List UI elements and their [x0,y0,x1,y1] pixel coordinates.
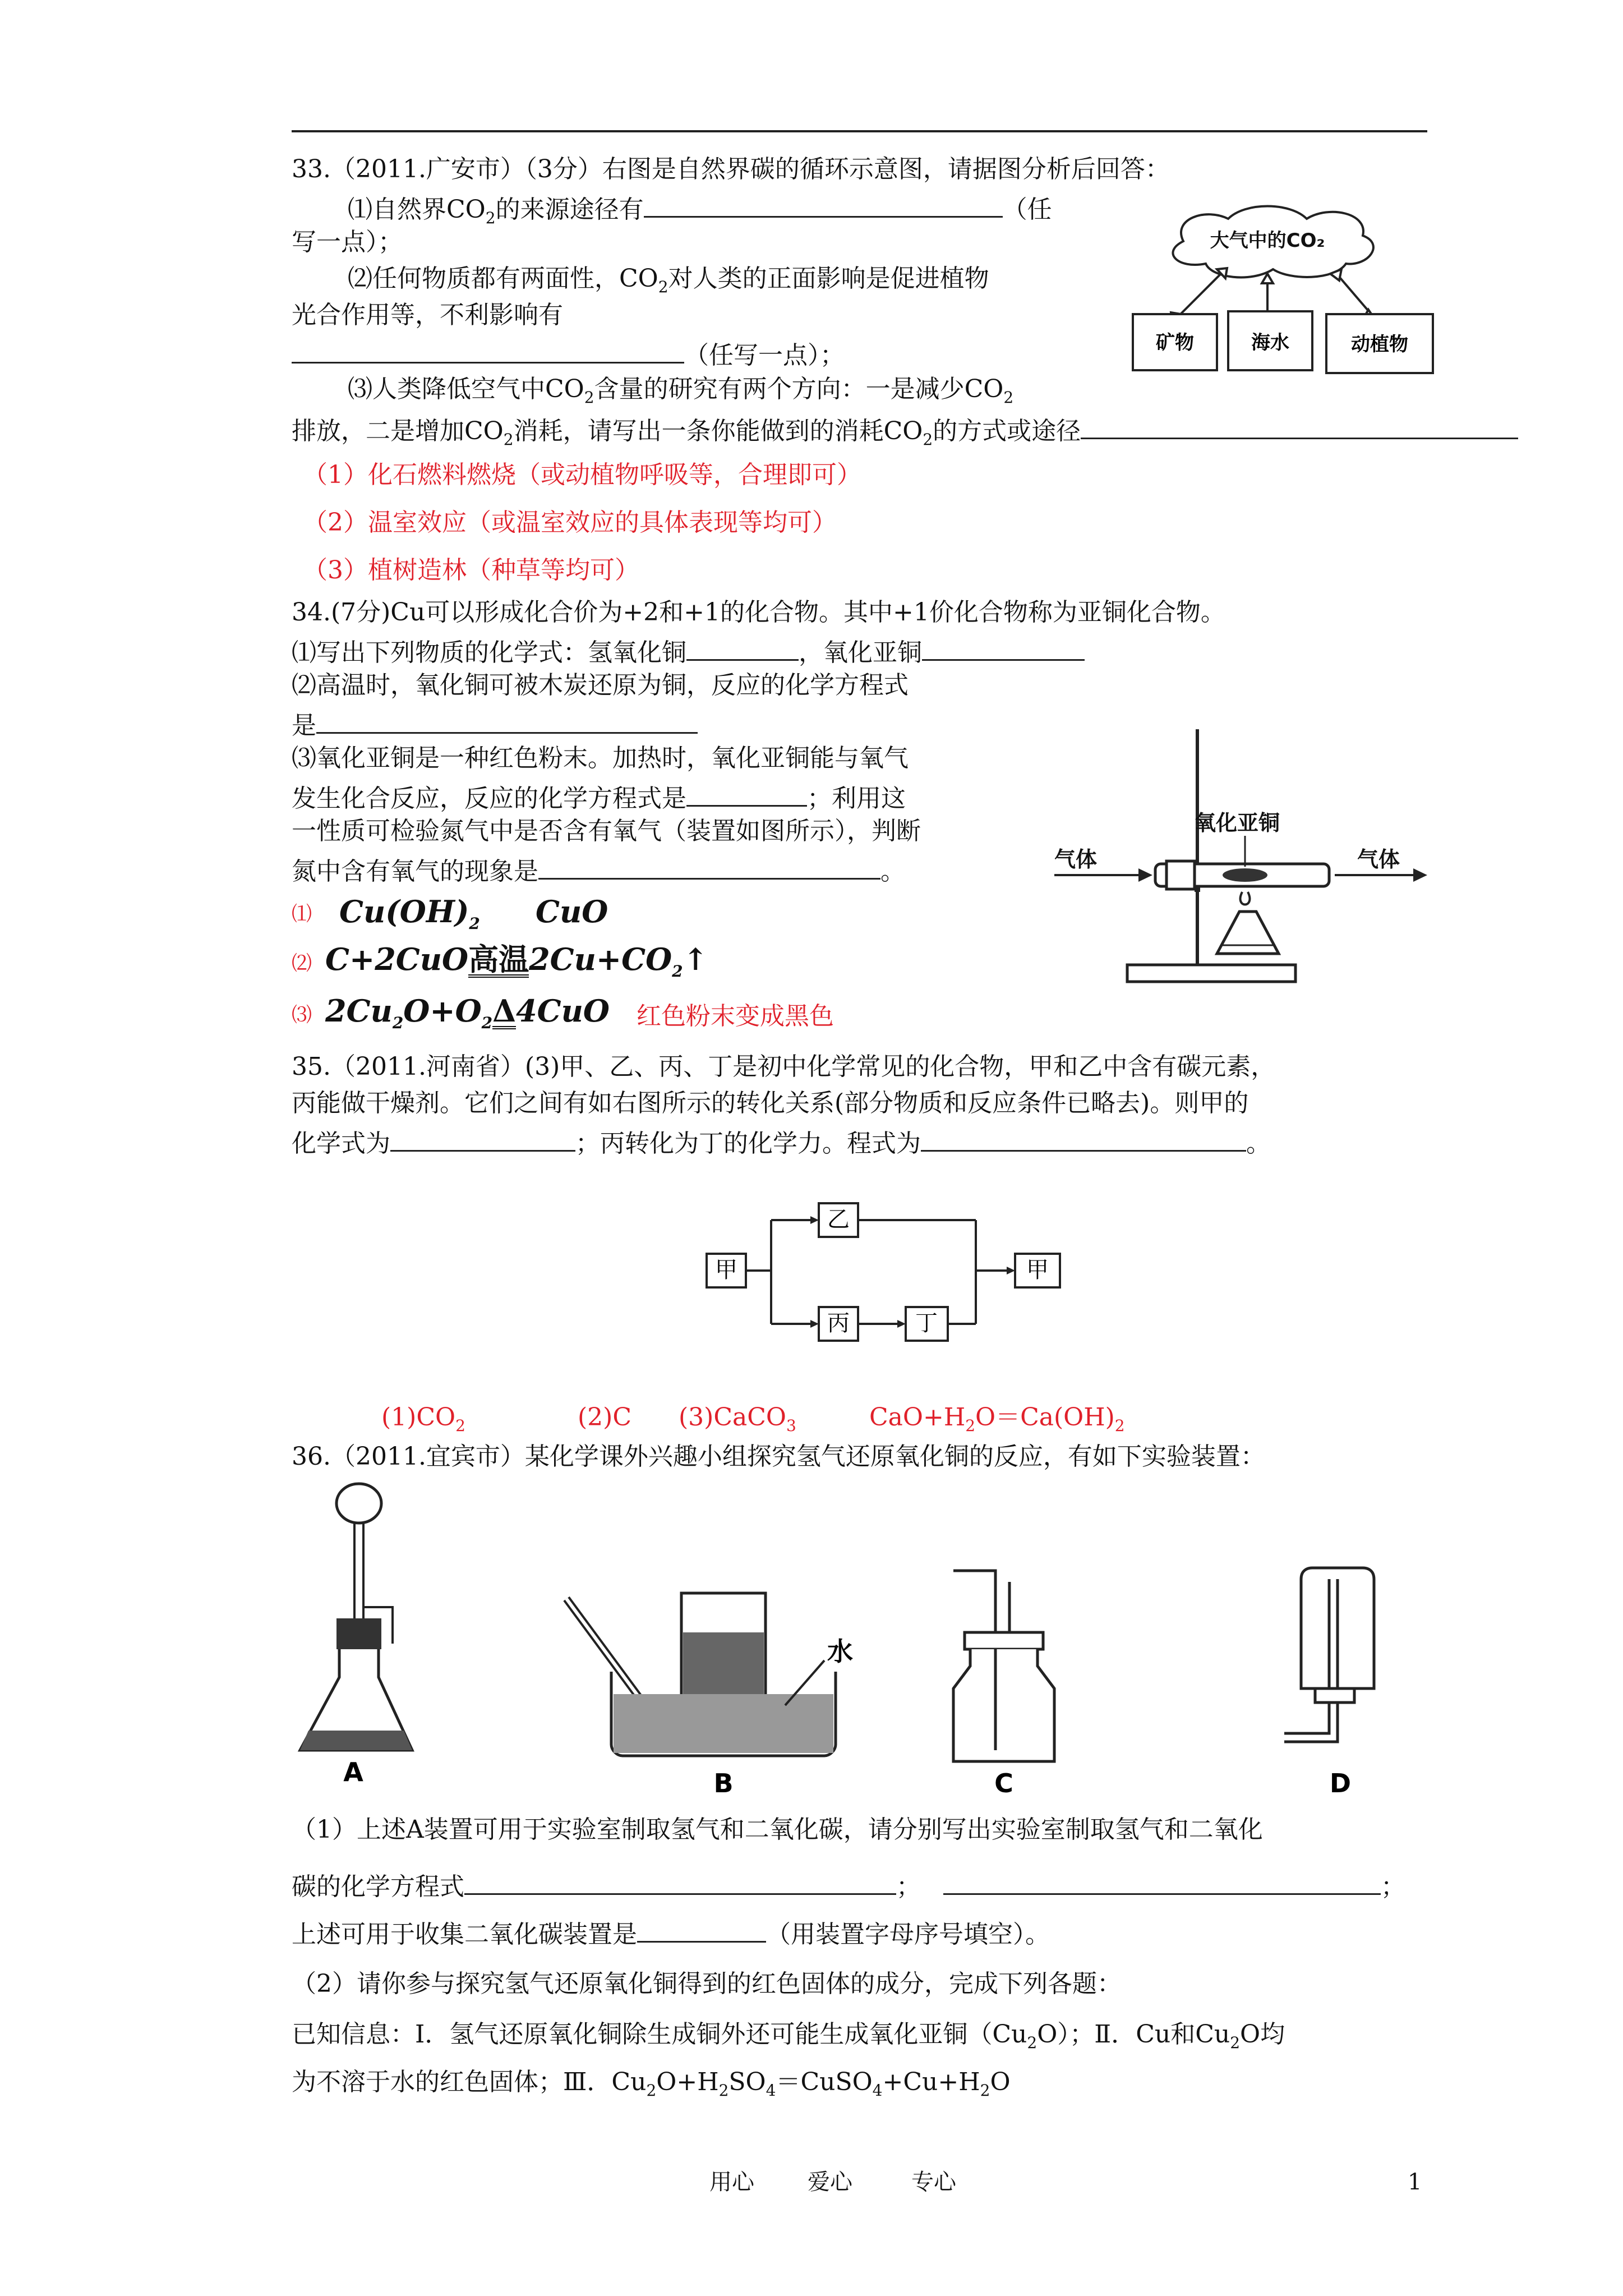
arrow-right [1330,269,1374,320]
q35-answer-3: (3)CaCO$_3$ [679,1403,796,1435]
label-d: D [1329,1768,1352,1798]
footer-text-1: 用心 [709,2169,754,2195]
q34-ans3-observation: 红色粉末变成黑色 [637,1002,834,1030]
q33-line2-blank: （任写一点）； [292,339,845,368]
box-jia-end-label: 甲 [1026,1257,1049,1283]
q35-answer-4: $CaO+H_2O=Ca(OH)_2$ [869,1403,1125,1435]
q34-line2: ⑵高温时，氧化铜可被木炭还原为铜，反应的化学方程式 [292,671,909,700]
q36-title: 36.（2011.宜宾市）某化学课外兴趣小组探究氢气还原氧化铜的反应，有如下实验装置： [292,1442,1265,1471]
label-a: A [343,1757,363,1787]
q35-answer-1: $(1)CO_2$ [381,1403,465,1435]
box-mineral-label: 矿物 [1156,332,1194,354]
box-bing-label: 丙 [827,1310,850,1336]
cloud-label: 大气中的CO₂ [1210,229,1325,252]
label-b: B [713,1768,734,1798]
reduction-apparatus-figure [1054,724,1436,993]
gas-out-label: 气体 [1357,847,1400,872]
q34-line3-d: 氮中含有氧气的现象是 。 [292,855,905,884]
fig-label: 氧化亚铜 [1195,811,1280,835]
box-jia-start-label: 甲 [715,1257,737,1283]
q33-answer-2: （2）温室效应（或温室效应的具体表现等均可） [303,508,837,537]
q33-line3-cont: 排放，二是增加$CO_2$消耗，请写出一条你能做到的消耗$CO_2$的方式或途径 [292,415,1518,448]
q34-ans1-label: ⑴ [292,903,312,926]
box-ding-label: 丁 [915,1310,938,1336]
q36-p1: （1）上述A装置可用于实验室制取氢气和二氧化碳，请分别写出实验室制取氢气和二氧化 [292,1815,1263,1844]
q33-line1: ⑴自然界$CO_2$的来源途径有 （任 [348,194,1052,226]
top-rule [292,130,1427,132]
page-number: 1 [1408,2169,1422,2195]
q34-ans3-label: ⑶ [292,1004,312,1027]
apparatus-d [1284,1565,1408,1801]
q34-line1: ⑴写出下列物质的化学式：氢氧化铜 ，氧化亚铜 [292,637,1085,665]
q33-answer-3: （3）植树造林（种草等均可） [303,556,639,585]
powder [1223,868,1267,882]
q34-line2-cont: 是 [292,710,698,738]
conversion-diagram [701,1195,1071,1363]
q36-p3: 已知信息：Ⅰ．氢气还原氧化铜除生成铜外还可能生成氧化亚铜$(Cu_2O)$；Ⅱ．Cu和$Cu_2O$均 [292,2020,1285,2052]
q33-line3: ⑶人类降低空气中$CO_2$含量的研究有两个方向：一是减少$CO_2$ [348,375,1014,407]
q36-p2: （2）请你参与探究氢气还原氧化铜得到的红色固体的成分，完成下列各题： [292,1970,1122,1998]
box-yi-label: 乙 [827,1207,850,1232]
carbon-cycle-diagram [1122,202,1447,381]
q35-line3: 化学式为 ；丙转化为丁的化学力。程式为 。 [292,1128,1271,1156]
q34-line3-c: 一性质可检验氮气中是否含有氧气（装置如图所示），判断 [292,817,921,845]
apparatus-c [942,1565,1066,1801]
burner-flame [1241,892,1250,905]
q33-title: 33.（2011.广安市）（3分）右图是自然界碳的循环示意图，请据图分析后回答： [292,155,1170,183]
apparatus-a [292,1475,426,1789]
q34-ans3-equation: $2Cu_2O+O_2\Delta 4CuO$ [325,993,610,1032]
q35-line1: 35.（2011.河南省）(3)甲、乙、丙、丁是初中化学常见的化合物，甲和乙中含有碳元素， [292,1052,1276,1081]
q34-title: 34.(7分)Cu可以形成化合价为+2和+1的化合物。其中+1价化合物称为亚铜化合物。 [292,598,1225,627]
water-label: 水 [827,1636,853,1667]
q33-line2: ⑵任何物质都有两面性，$CO_2$对人类的正面影响是促进植物 [348,264,989,296]
footer-text-3: 专心 [911,2169,956,2195]
q34-line3-b: 发生化合反应，反应的化学方程式是 ；利用这 [292,783,906,811]
box-organisms-label: 动植物 [1351,333,1408,356]
q34-ans2-label: ⑵ [292,952,312,975]
q36-p4: 为不溶于水的红色固体；Ⅲ．$Cu_2O+H_2SO_4=CuSO_4+Cu+H_2O$ [292,2068,1011,2100]
q34-ans1-formula-a: $Cu(OH)_2$ [339,894,480,933]
q35-answer-2: (2)C [578,1403,631,1432]
burner [1217,912,1279,954]
q33-answer-1: （1）化石燃料燃烧（或动植物呼吸等，合理即可） [303,461,861,489]
q34-ans2-equation: C+2CuO高温$2Cu+CO_2↑$ [325,941,708,981]
q36-p1-equations: 碳的化学方程式 ； ； [292,1871,1405,1899]
box-seawater-label: 海水 [1251,332,1289,354]
gas-in-label: 气体 [1054,847,1098,872]
q33-line1-cont: 写一点）； [292,228,403,256]
q35-line2: 丙能做干燥剂。它们之间有如右图所示的转化关系(部分物质和反应条件已略去)。则甲的 [292,1089,1249,1117]
label-c: C [994,1768,1013,1798]
footer-text-2: 爱心 [808,2169,852,2195]
apparatus-b [561,1576,875,1801]
q34-line3: ⑶氧化亚铜是一种红色粉末。加热时，氧化亚铜能与氧气 [292,744,909,772]
q34-ans1-formula-b: CuO [536,894,608,930]
q33-line2-cont: 光合作用等，不利影响有 [292,301,563,329]
q36-p1-collect: 上述可用于收集二氧化碳装置是 （用装置字母序号填空）。 [292,1918,1050,1947]
